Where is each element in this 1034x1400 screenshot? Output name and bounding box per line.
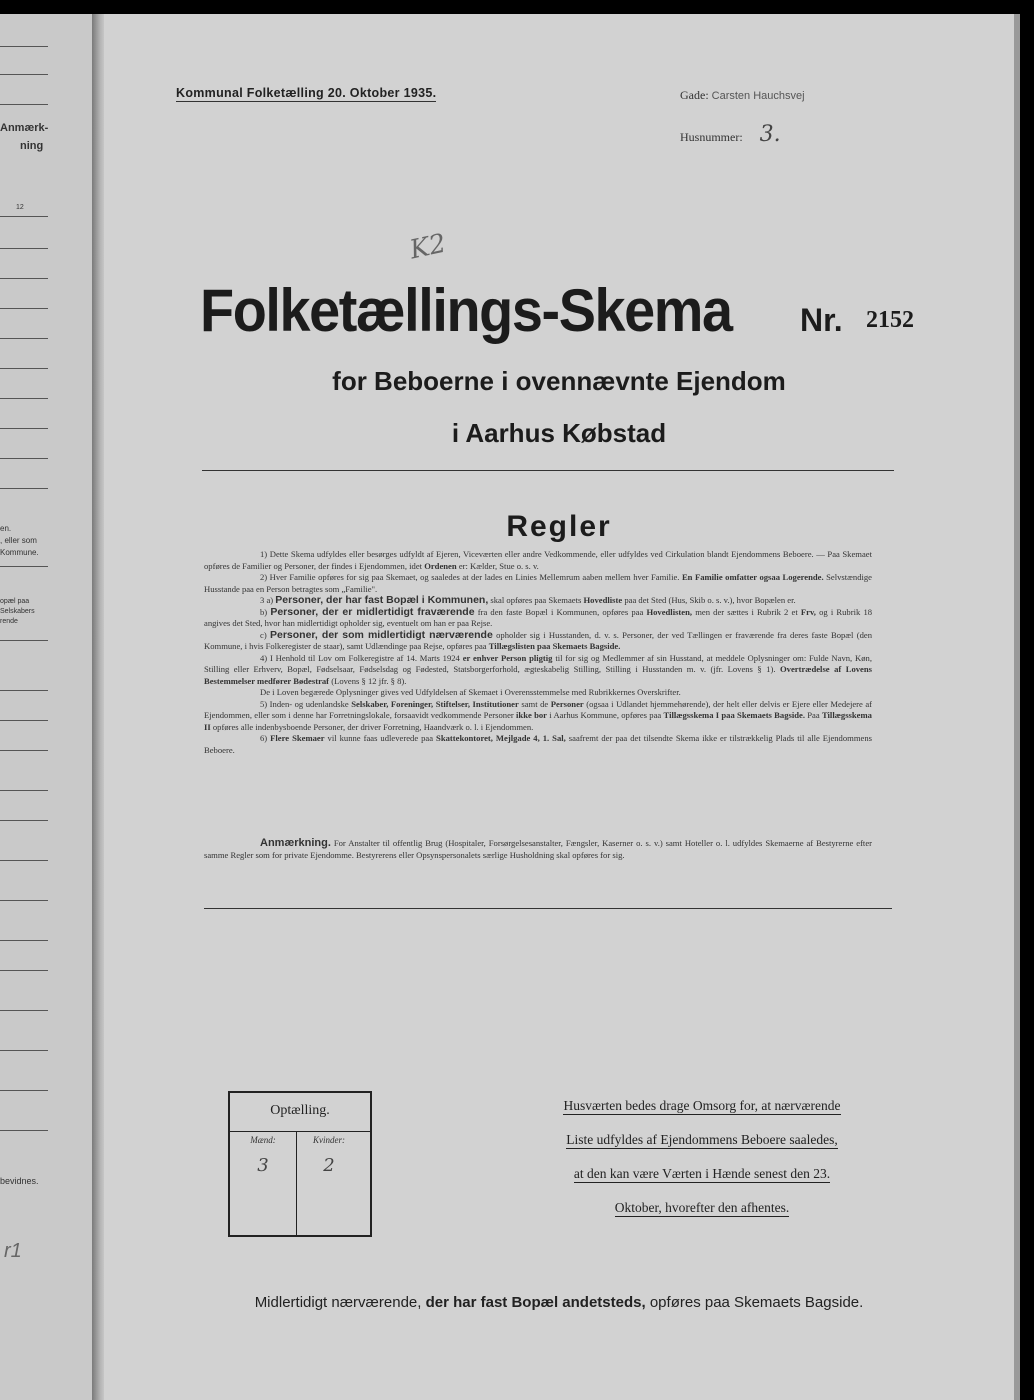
remark-text — [204, 838, 872, 861]
left-note-2a: opæl paa — [0, 598, 30, 605]
notice-line-3: at den kan være Værten i Hænde senest den 23. — [573, 1166, 831, 1181]
left-col-header-2: ning — [20, 140, 44, 152]
rule-3c: c) Personer, der som midlertidigt nærværende opholder sig i Husstanden, d. v. s. Personer, der ved Tællingen er fraværende fra deres faste Bopæl (den Kommune, i hvis Folkeregister de staar), samt Udlændinge paa Rejse, opføres paa Tillægslisten paa Skemaets Bagside. — [204, 628, 872, 651]
notice-line-1: Husværten bedes drage Omsorg for, at nærværende — [563, 1098, 841, 1113]
form-subtitle-1: for Beboerne i ovennævnte Ejendom — [332, 366, 786, 396]
left-rule — [0, 398, 48, 399]
left-rule — [0, 428, 48, 429]
left-rule — [0, 1130, 48, 1131]
left-rule — [0, 216, 48, 217]
rule-4: 4) I Henhold til Lov om Folkeregistre af 14. Marts 1924 er enhver Person pligtig til for sig og Medlemmer af sin Husstand, at meddele Oplysninger om: Fulde Navn, Køn, Stilling eller Erhverv, Bopæl, Fødselsaar, Fødselsdag og Fødested, Statsborgerforhold, ægteskabelig Stilling, Stilling i Husstanden m. v. (jfr. Lovens § 1). Overtrædelse af Lovens Bestemmelser medfører Bødestraf (Lovens § 12 jfr. § 8). — [204, 652, 872, 686]
street-label: Gade: — [680, 88, 709, 102]
rule-3a: 3 a) Personer, der har fast Bopæl i Kommunen, skal opføres paa Skemaets Hovedliste paa det Sted (Hus, Skib o. s. v.), hvor Bopælen er. — [260, 594, 796, 606]
street-field — [680, 88, 805, 103]
form-number-label: Nr. — [800, 302, 843, 338]
left-note-1c: Kommune. — [0, 548, 39, 557]
left-rule — [0, 338, 48, 339]
divider — [202, 470, 894, 471]
form-number-value: 2152 — [866, 307, 914, 333]
rule-2: 2) Hver Familie opføres for sig paa Skemaet, og saaledes at der lades en Linies Mellemrum aaben mellem hver Familie. En Familie omfatter ogsaa Logerende. Selvstændige Husstande paa en Person betragtes som „Familie". — [204, 572, 872, 594]
left-rule — [0, 104, 48, 105]
census-title: Kommunal Folketælling 20. Oktober 1935. — [176, 86, 437, 100]
rule-5: 5) Inden- og udenlandske Selskaber, Foreninger, Stiftelser, Institutioner samt de Personer (ogsaa i Udlandet hjemmehørende), der helt eller delvis er Ejere eller Medejere af Ejendommen, eller som i denne har Forretningslokale, forsaavidt vedkommende Personer ikke bor i Aarhus Kommune, opføres paa Tillægsskema I paa Skemaets Bagside. Paa Tillægsskema II opføres alle indenbysboende Personer, der driver Forretning, Haandværk o. l. i Ejendommen. — [204, 698, 873, 732]
rule-4-cont: De i Loven begærede Oplysninger gives ved Udfyldelsen af Skemaet i Overensstemmelse med Rubrikkernes Overskrifter. — [260, 687, 681, 697]
remark-body: For Anstalter til offentlig Brug (Hospitaler, Forsørgelsesanstalter, Fængsler, Kaserner o. s. v.) samt Hoteller o. l. udfyldes Skemaerne af Bestyrerne efter samme Regler som for private Ejendomme. Bestyrerens eller Opsynspersonalets særlige Husholdning skal opføres for sig. — [204, 838, 872, 860]
remark-label: Anmærkning. — [260, 837, 331, 849]
pencil-annotation: K2 — [407, 228, 449, 266]
left-note-2b: Selskabers — [0, 608, 35, 615]
left-rule — [0, 74, 48, 75]
women-label: Kvinder: — [313, 1135, 345, 1145]
house-number-field — [680, 122, 781, 147]
left-rule — [0, 488, 48, 489]
rules-text — [204, 549, 872, 756]
rules-heading: Regler — [506, 510, 612, 543]
left-note-1a: en. — [0, 524, 12, 533]
divider — [204, 908, 892, 909]
count-column-divider — [296, 1131, 297, 1235]
left-rule — [0, 970, 48, 971]
left-rule — [0, 1090, 48, 1091]
count-box — [228, 1091, 372, 1237]
form-subtitle-2: i Aarhus Købstad — [451, 418, 667, 448]
house-number-label: Husnummer: — [680, 130, 743, 144]
women-count: 2 — [323, 1155, 335, 1176]
form-title: Folketællings-Skema — [200, 277, 732, 344]
left-rule — [0, 1010, 48, 1011]
left-rule — [0, 248, 48, 249]
notice-line-2: Liste udfyldes af Ejendommens Beboere saaledes, — [566, 1132, 838, 1147]
left-rule — [0, 278, 48, 279]
men-count: 3 — [257, 1155, 269, 1176]
left-rule — [0, 1050, 48, 1051]
rule-1: 1) Dette Skema udfyldes eller besørges udfyldt af Ejeren, Viceværten eller andre Vedkommende, eller udfyldes ved Cirkulation blandt Ejendommens Beboere. — Paa Skemaet opføres de Familier og Personer, der findes i Ejendommen, idet Ordenen er: Kælder, Stue o. s. v. — [204, 549, 872, 571]
count-divider — [230, 1131, 370, 1132]
left-rule — [0, 820, 48, 821]
street-value: Carsten Hauchsvej — [711, 90, 805, 102]
men-label: Mænd: — [250, 1135, 276, 1145]
left-col-header-1: Anmærk- — [0, 122, 49, 134]
census-form-page — [104, 14, 1014, 1400]
left-facing-page — [0, 14, 92, 1400]
left-note-3: bevidnes. — [0, 1176, 39, 1186]
notice-line-4: Oktober, hvorefter den afhentes. — [614, 1200, 790, 1215]
footer-note: Midlertidigt nærværende, der har fast Bopæl andetsteds, opføres paa Skemaets Bagside. — [254, 1294, 864, 1311]
house-number-value: 3. — [759, 122, 781, 147]
left-rule — [0, 860, 48, 861]
left-rule — [0, 900, 48, 901]
left-rule — [0, 368, 48, 369]
left-rule — [0, 720, 48, 721]
rule-3b: b) Personer, der er midlertidigt fraværende fra den faste Bopæl i Kommunen, opføres paa Hovedlisten, men der sættes i Rubrik 2 et Frv, og i Rubrik 18 angives det Sted, hvor han midlertidigt opholder sig, eventuelt om han er paa Rejse. — [204, 605, 873, 628]
count-title: Optælling. — [270, 1103, 330, 1118]
left-rule — [0, 940, 48, 941]
page-edge — [1014, 14, 1020, 1400]
left-rule — [0, 750, 48, 751]
left-col-number: 12 — [16, 204, 24, 211]
left-rule — [0, 458, 48, 459]
left-handwritten-mark: r1 — [4, 1240, 22, 1262]
left-note-1b: , eller som — [0, 536, 37, 545]
left-rule — [0, 690, 48, 691]
left-rule — [0, 790, 48, 791]
left-rule — [0, 566, 48, 567]
left-rule — [0, 46, 48, 47]
left-rule — [0, 640, 48, 641]
left-note-2c: rende — [0, 618, 18, 625]
rule-6: 6) Flere Skemaer vil kunne faas udleverede paa Skattekontoret, Mejlgade 4, 1. Sal, saafremt der paa det tilsendte Skema ikke er tilstrækkelig Plads til alle Ejendommens Beboere. — [204, 733, 872, 755]
left-rule — [0, 308, 48, 309]
